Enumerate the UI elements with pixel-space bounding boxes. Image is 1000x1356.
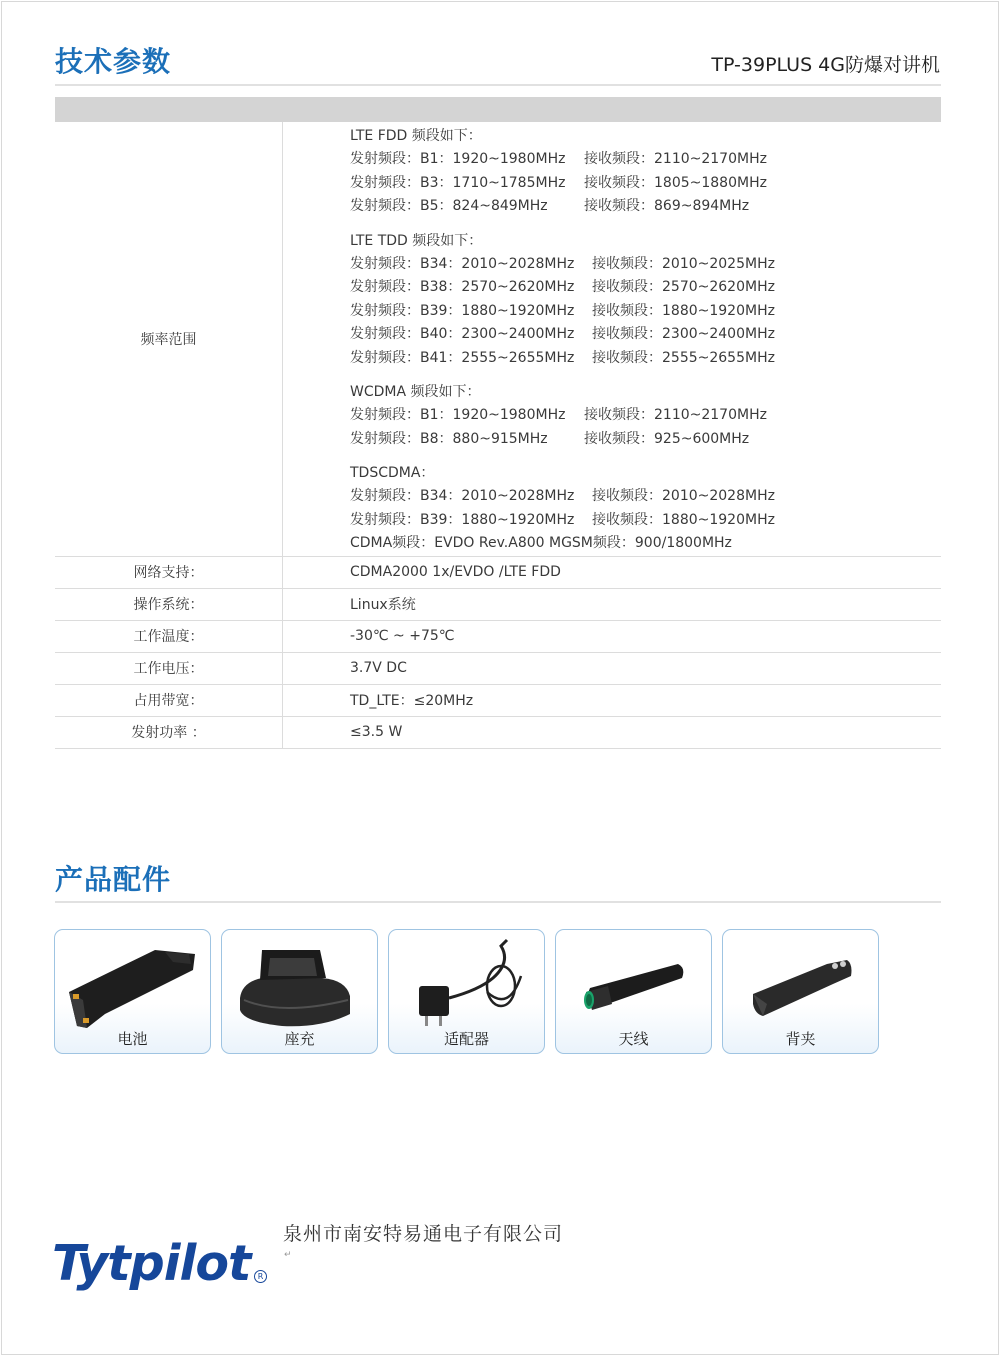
rx-band: 接收频段：869~894MHz	[584, 198, 750, 214]
rx-band: 接收频段：2110~2170MHz	[584, 151, 767, 167]
rx-band: 接收频段：2300~2400MHz	[592, 326, 775, 342]
rx-band: 接收频段：2555~2655MHz	[592, 349, 775, 366]
band-row	[350, 276, 941, 300]
tx-band: 发射频段：B34：2010~2028MHz	[350, 255, 575, 272]
tx-band: 发射频段：B1：1920~1980MHz	[350, 407, 566, 423]
accessory-label: 适配器	[443, 1030, 489, 1048]
rx-band: 接收频段：2110~2170MHz	[584, 407, 767, 423]
spec-value: Linux系统	[283, 588, 942, 620]
spec-value: ≤3.5 W	[283, 716, 942, 748]
spec-row	[55, 588, 941, 620]
tx-band: 发射频段：B38：2570~2620MHz	[350, 279, 575, 295]
accessory-label: 座充	[284, 1030, 315, 1048]
spec-label: 发射功率 ：	[55, 716, 283, 748]
rx-band: 接收频段：2010~2025MHz	[592, 255, 775, 272]
rx-band: 接收频段：2010~2028MHz	[592, 488, 775, 504]
band-row	[350, 148, 941, 172]
band-group-title: LTE TDD 频段如下：	[350, 232, 483, 249]
band-row	[350, 428, 941, 452]
model-name: TP-39PLUS 4G防爆对讲机	[711, 54, 940, 76]
band-row	[350, 404, 941, 428]
tx-band: 发射频段：B8：880~915MHz	[350, 430, 548, 447]
frequency-values	[283, 122, 942, 556]
spec-value: -30℃ ~ +75℃	[283, 620, 942, 652]
table-header-band	[55, 97, 941, 122]
accessory-card-charger	[221, 929, 378, 1054]
spec-row	[55, 556, 941, 588]
tx-band: 发射频段：B41：2555~2655MHz	[350, 349, 575, 366]
tx-band: 发射频段：B39：1880~1920MHz	[350, 511, 575, 528]
company-name: 泉州市南安特易通电子有限公司	[283, 1223, 564, 1245]
spec-label: 占用带宽：	[55, 684, 283, 716]
small-mark: ↵	[284, 1250, 292, 1260]
tx-band: 发射频段：B5：824~849MHz	[350, 198, 548, 214]
spec-label: 工作电压：	[55, 652, 283, 684]
spec-table	[55, 122, 941, 749]
spec-value: CDMA2000 1x/EVDO /LTE FDD	[283, 556, 942, 588]
spec-value: TD_LTE：≤20MHz	[283, 684, 942, 716]
frequency-extra-line: CDMA频段：EVDO Rev.A800 MGSM频段：900/1800MHz	[350, 535, 732, 551]
spec-label: 操作系统：	[55, 588, 283, 620]
frequency-label: 频率范围	[55, 122, 283, 556]
spec-row	[55, 620, 941, 652]
rx-band: 接收频段：925~600MHz	[584, 430, 750, 447]
spec-label: 网络支持：	[55, 556, 283, 588]
tx-band: 发射频段：B40：2300~2400MHz	[350, 326, 575, 342]
accessories-list	[54, 929, 879, 1054]
accessory-card-adapter	[388, 929, 545, 1054]
tx-band: 发射频段：B1：1920~1980MHz	[350, 151, 566, 167]
header-divider	[55, 84, 941, 86]
rx-band: 接收频段：2570~2620MHz	[592, 279, 775, 295]
accessory-card-antenna	[555, 929, 712, 1054]
band-row	[350, 172, 941, 196]
band-row	[350, 253, 941, 277]
band-row	[350, 347, 941, 371]
band-row	[350, 509, 941, 533]
accessory-label: 电池	[117, 1030, 148, 1048]
band-row	[350, 485, 941, 509]
registered-mark: R	[254, 1270, 267, 1283]
accessories-divider	[55, 901, 941, 903]
band-group-title: TDSCDMA：	[350, 465, 435, 481]
band-row	[350, 195, 941, 219]
band-group-title: LTE FDD 频段如下：	[350, 128, 482, 144]
tx-band: 发射频段：B3：1710~1785MHz	[350, 174, 566, 191]
rx-band: 接收频段：1805~1880MHz	[584, 174, 767, 191]
accessory-card-battery	[54, 929, 211, 1054]
spec-row	[55, 684, 941, 716]
spec-row	[55, 652, 941, 684]
brand-logo: Tytpilot	[52, 1235, 251, 1292]
rx-band: 接收频段：1880~1920MHz	[592, 302, 775, 319]
tx-band: 发射频段：B39：1880~1920MHz	[350, 302, 575, 319]
band-group-title: WCDMA 频段如下：	[350, 384, 481, 400]
tx-band: 发射频段：B34：2010~2028MHz	[350, 488, 575, 504]
accessories-title: 产品配件	[55, 863, 172, 896]
accessory-label: 背夹	[785, 1030, 816, 1048]
band-row	[350, 300, 941, 324]
spec-row	[55, 716, 941, 748]
frequency-row	[55, 122, 941, 556]
accessory-card-clip	[722, 929, 879, 1054]
rx-band: 接收频段：1880~1920MHz	[592, 511, 775, 528]
band-row	[350, 323, 941, 347]
accessory-label: 天线	[618, 1030, 649, 1048]
tech-specs-title: 技术参数	[55, 45, 172, 78]
spec-label: 工作温度：	[55, 620, 283, 652]
spec-value: 3.7V DC	[283, 652, 942, 684]
